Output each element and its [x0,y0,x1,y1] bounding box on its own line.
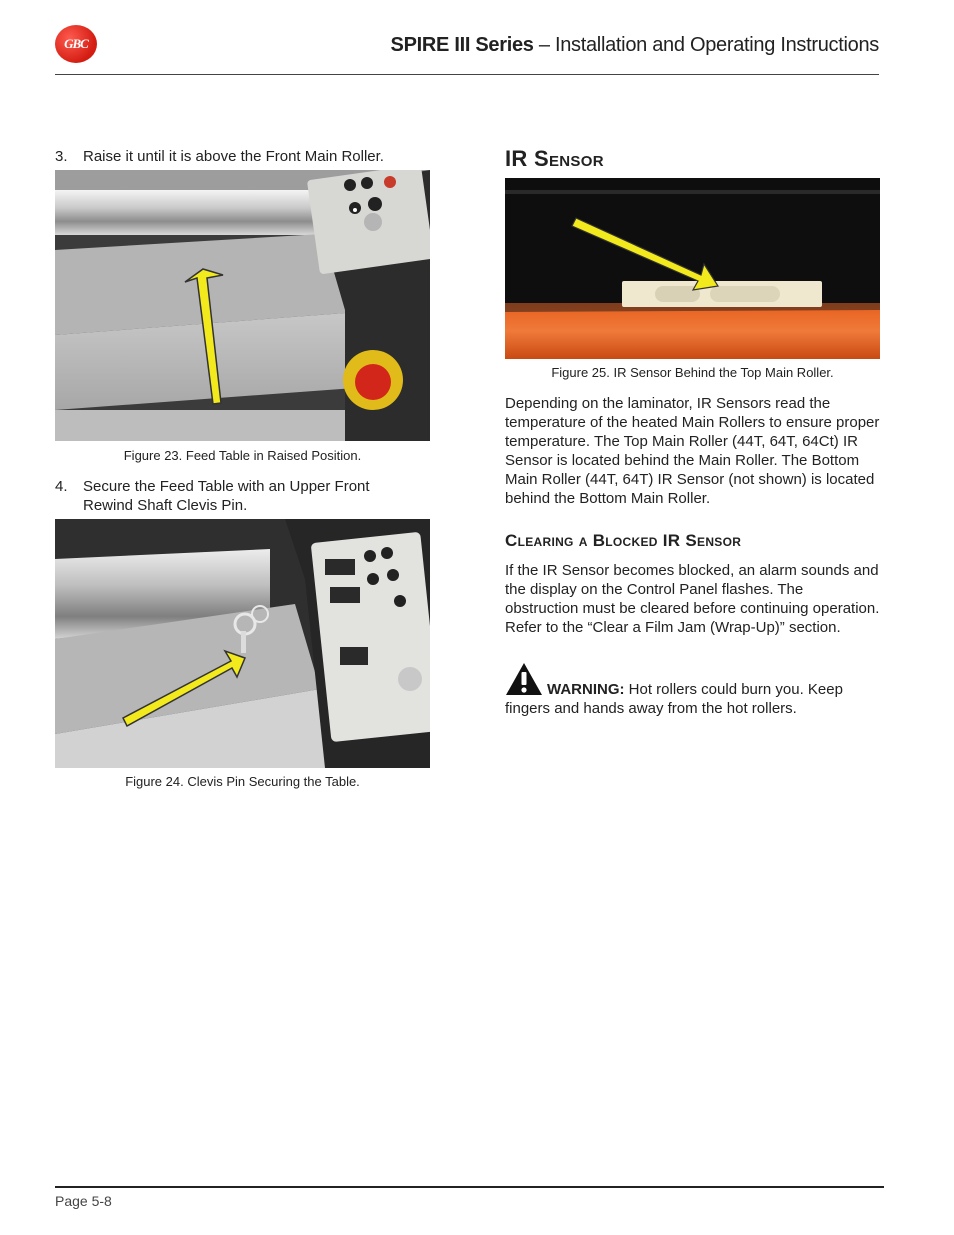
step-3-number: 3. [55,148,68,165]
ir-sensor-paragraph: Depending on the laminator, IR Sensors read the temperature of the heated Main Rollers to ensure proper temperature. The Top Main Roller (44T, 64T, 64Ct) IR Sensor is located behind the Main Roller. The Bottom Main Roller (44T, 64T) IR Sensor (not shown) is located behind the Bottom Main Roller. [505,395,880,507]
figure-24-caption: Figure 24. Clevis Pin Securing the Table. [125,774,360,789]
subsection-title-clearing: Clearing a Blocked IR Sensor [505,531,742,550]
warning-label: WARNING: [547,681,625,698]
header-subtitle: – Installation and Operating Instructions [533,34,879,56]
gbc-logo: GBC [55,25,97,63]
step-4 [55,477,435,517]
figure-24-image [55,519,430,768]
figure-23-caption: Figure 23. Feed Table in Raised Position. [123,448,362,463]
warning-message: Hot rollers could burn you. Keep fingers and hands away from the hot rollers. [505,681,843,717]
footer-rule [55,1186,884,1188]
page-number: Page 5-8 [55,1193,112,1209]
section-title-ir-sensor: IR Sensor [505,146,604,171]
figure-25-image [505,178,880,359]
clearing-paragraph: If the IR Sensor becomes blocked, an alarm sounds and the display on the Control Panel flashes. The obstruction must be cleared before continuing operation. Refer to the “Clear a Film Jam (Wrap-Up)” section. [505,562,880,636]
warning-text [505,680,880,718]
figure-23-image [55,170,430,441]
figure-25-caption: Figure 25. IR Sensor Behind the Top Main Roller. [551,365,834,380]
step-4-text: Secure the Feed Table with an Upper Front Rewind Shaft Clevis Pin. [83,478,370,514]
step-4-number: 4. [55,478,68,495]
step-3 [55,147,435,167]
header-rule [55,74,879,75]
step-3-text: Raise it until it is above the Front Main Roller. [83,148,384,165]
header-series: SPIRE III Series [390,34,534,56]
header-title [300,34,879,57]
